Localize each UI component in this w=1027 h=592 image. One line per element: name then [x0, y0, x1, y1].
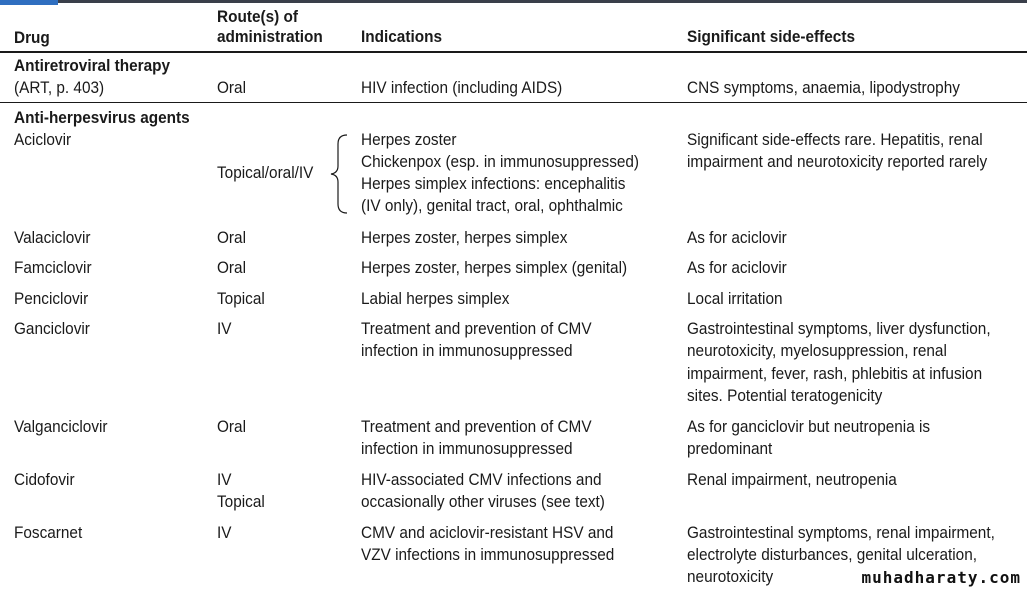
- row-valaciclovir-route: Oral: [217, 229, 246, 247]
- row-ganciclovir-indication-1: Treatment and prevention of CMV: [361, 320, 592, 338]
- row-cidofovir-indication-1: HIV-associated CMV infections and: [361, 471, 602, 489]
- row-art-route: Oral: [217, 79, 246, 97]
- row-foscarnet-drug: Foscarnet: [14, 524, 83, 542]
- row-famciclovir-drug: Famciclovir: [14, 259, 92, 277]
- row-art-side-effects: CNS symptoms, anaemia, lipodystrophy: [687, 79, 960, 97]
- row-valaciclovir-indication: Herpes zoster, herpes simplex: [361, 229, 568, 247]
- row-penciclovir-drug: Penciclovir: [14, 290, 89, 308]
- header-drug: Drug: [14, 29, 50, 47]
- row-famciclovir-indication: Herpes zoster, herpes simplex (genital): [361, 259, 628, 277]
- row-penciclovir-side-effects: Local irritation: [687, 290, 783, 308]
- row-ganciclovir-indication-2: infection in immunosuppressed: [361, 342, 573, 360]
- watermark: muhadharaty.com: [861, 568, 1021, 587]
- row-art-indication: HIV infection (including AIDS): [361, 79, 563, 97]
- section-rule: [0, 102, 1027, 103]
- row-valganciclovir-drug: Valganciclovir: [14, 418, 108, 436]
- row-ganciclovir-side-effects-2: neurotoxicity, myelosuppression, renal: [687, 342, 947, 360]
- row-art-drug: (ART, p. 403): [14, 79, 105, 97]
- row-aciclovir-indication-1: Herpes zoster: [361, 131, 457, 149]
- row-famciclovir-side-effects: As for aciclovir: [687, 259, 787, 277]
- row-foscarnet-indication-1: CMV and aciclovir-resistant HSV and: [361, 524, 614, 542]
- header-rule: [0, 51, 1027, 53]
- header-route-line2: administration: [217, 28, 323, 46]
- row-ganciclovir-side-effects-1: Gastrointestinal symptoms, liver dysfunction,: [687, 320, 991, 338]
- row-aciclovir-indication-2: Chickenpox (esp. in immunosuppressed): [361, 153, 640, 171]
- row-cidofovir-side-effects: Renal impairment, neutropenia: [687, 471, 897, 489]
- row-cidofovir-indication-2: occasionally other viruses (see text): [361, 493, 605, 511]
- row-valganciclovir-indication-1: Treatment and prevention of CMV: [361, 418, 592, 436]
- row-valganciclovir-side-effects-1: As for ganciclovir but neutropenia is: [687, 418, 931, 436]
- row-cidofovir-route-1: IV: [217, 471, 232, 489]
- top-border: [0, 0, 1027, 3]
- row-ganciclovir-side-effects-4: sites. Potential teratogenicity: [687, 387, 883, 405]
- row-cidofovir-route-2: Topical: [217, 493, 265, 511]
- row-aciclovir-indication-3: Herpes simplex infections: encephalitis: [361, 175, 626, 193]
- row-ganciclovir-route: IV: [217, 320, 232, 338]
- row-famciclovir-route: Oral: [217, 259, 246, 277]
- header-indications: Indications: [361, 28, 442, 46]
- row-ganciclovir-drug: Ganciclovir: [14, 320, 90, 338]
- row-valaciclovir-side-effects: As for aciclovir: [687, 229, 787, 247]
- row-aciclovir-side-effects-2: impairment and neurotoxicity reported rarely: [687, 153, 988, 171]
- row-penciclovir-route: Topical: [217, 290, 265, 308]
- row-cidofovir-drug: Cidofovir: [14, 471, 75, 489]
- brace-icon: [327, 132, 353, 216]
- row-foscarnet-route: IV: [217, 524, 232, 542]
- row-valganciclovir-route: Oral: [217, 418, 246, 436]
- section-antiherpes: Anti-herpesvirus agents: [14, 109, 190, 127]
- header-side-effects: Significant side-effects: [687, 28, 855, 46]
- row-foscarnet-indication-2: VZV infections in immunosuppressed: [361, 546, 615, 564]
- row-foscarnet-side-effects-1: Gastrointestinal symptoms, renal impairment,: [687, 524, 995, 542]
- row-penciclovir-indication: Labial herpes simplex: [361, 290, 510, 308]
- row-foscarnet-side-effects-2: electrolyte disturbances, genital ulceration,: [687, 546, 978, 564]
- row-aciclovir-indication-4: (IV only), genital tract, oral, ophthalmic: [361, 197, 623, 215]
- row-aciclovir-drug: Aciclovir: [14, 131, 72, 149]
- row-ganciclovir-side-effects-3: impairment, fever, rash, phlebitis at infusion: [687, 365, 983, 383]
- row-aciclovir-side-effects-1: Significant side-effects rare. Hepatitis, renal: [687, 131, 983, 149]
- section-antiretroviral: Antiretroviral therapy: [14, 57, 171, 75]
- row-valaciclovir-drug: Valaciclovir: [14, 229, 91, 247]
- row-valganciclovir-side-effects-2: predominant: [687, 440, 773, 458]
- row-foscarnet-side-effects-3: neurotoxicity: [687, 568, 774, 586]
- header-route-line1: Route(s) of: [217, 8, 298, 26]
- top-accent: [0, 0, 58, 5]
- row-aciclovir-route: Topical/oral/IV: [217, 164, 314, 182]
- row-valganciclovir-indication-2: infection in immunosuppressed: [361, 440, 573, 458]
